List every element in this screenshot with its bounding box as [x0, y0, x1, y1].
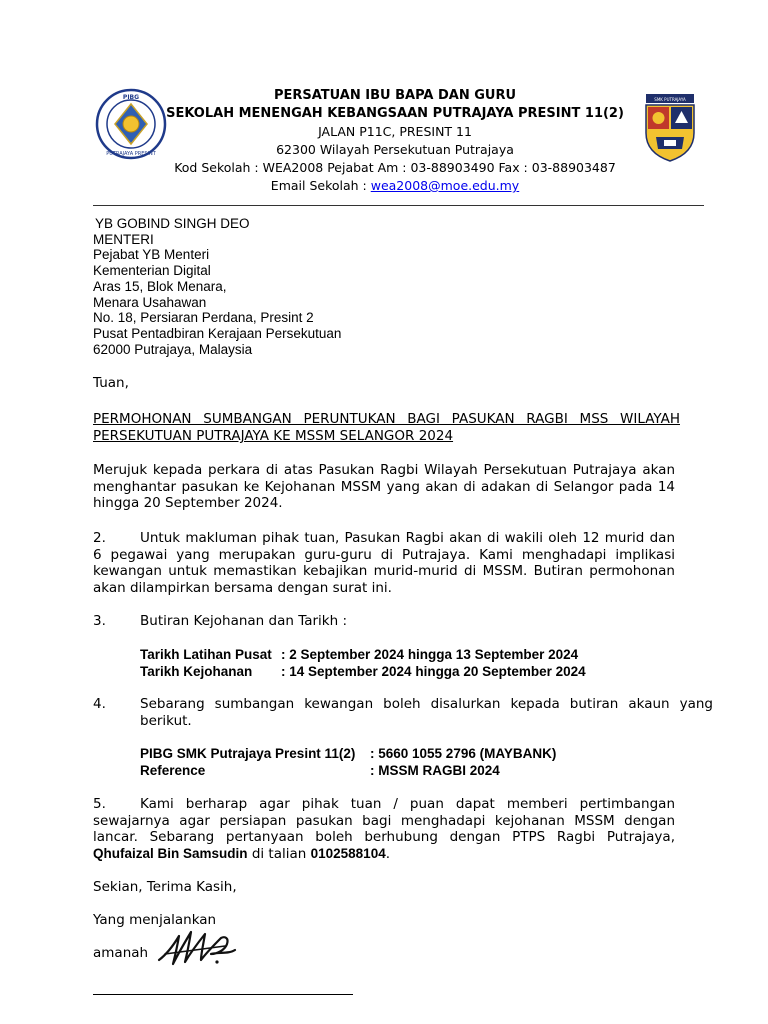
letter-subject: PERMOHONAN SUMBANGAN PERUNTUKAN BAGI PASUKAN RAGBI MSS WILAYAH PERSEKUTUAN PUTRAJAYA KE MSSM SELANGOR 2024 [93, 411, 680, 444]
contact-phone: 0102588104 [310, 845, 386, 861]
contact-name: Qhufaizal Bin Samsudin [93, 845, 248, 861]
paragraph-4 [93, 696, 713, 729]
event-date-value: : 2 September 2024 hingga 13 September 2024 [281, 647, 579, 662]
recipient-line: Pusat Pentadbiran Kerajaan Persekutuan [93, 325, 342, 341]
paragraph-4-text: Sebarang sumbangan kewangan boleh disalurkan kepada butiran akaun yang berikut. [140, 696, 713, 729]
paragraph-1: Merujuk kepada perkara di atas Pasukan Ragbi Wilayah Persekutuan Putrajaya akan menghantar pasukan ke Kejohanan MSSM yang akan di adakan di Selangor pada 14 hingga 20 September 2024. [93, 462, 675, 511]
bank-account-row [140, 745, 556, 762]
recipient-line: 62000 Putrajaya, Malaysia [93, 341, 253, 357]
bank-account-row [140, 762, 556, 779]
recipient-block [93, 216, 341, 357]
paragraph-2 [93, 530, 675, 596]
sign-off-line-2: amanah [93, 945, 149, 961]
recipient-title: MENTERI [93, 231, 154, 247]
bank-account-label: Reference [140, 763, 206, 778]
recipient-line: Kementerian Digital [93, 263, 211, 279]
recipient-line: Pejabat YB Menteri [93, 247, 210, 263]
school-name: SEKOLAH MENENGAH KEBANGSAAN PUTRAJAYA PRESINT 11(2) [166, 106, 624, 121]
svg-text:SMK PUTRAJAYA: SMK PUTRAJAYA [654, 97, 686, 102]
paragraph-number: 3. [93, 613, 106, 629]
bank-account-value: : MSSM RAGBI 2024 [370, 763, 500, 778]
signature [155, 924, 245, 970]
event-dates-block [140, 646, 586, 680]
paragraph-5 [93, 796, 675, 862]
event-date-row [140, 646, 586, 663]
paragraph-3 [93, 613, 347, 630]
closing: Sekian, Terima Kasih, [93, 879, 237, 895]
salutation: Tuan, [93, 375, 129, 391]
event-date-label: Tarikh Kejohanan [140, 664, 253, 679]
event-date-label: Tarikh Latihan Pusat [140, 647, 272, 662]
recipient-line: Aras 15, Blok Menara, [93, 278, 227, 294]
email-label: Email Sekolah : [270, 178, 371, 193]
school-crest-logo [642, 93, 698, 163]
svg-text:PIBG: PIBG [122, 94, 140, 101]
org-name: PERSATUAN IBU BAPA DAN GURU [273, 88, 517, 103]
pibg-logo [95, 88, 167, 160]
recipient-line: Menara Usahawan [93, 294, 207, 310]
paragraph-number: 4. [93, 696, 106, 712]
signature-line [93, 994, 353, 995]
paragraph-5-text: . [385, 845, 391, 862]
school-email-line [160, 178, 630, 193]
school-contact-line: Kod Sekolah : WEA2008 Pejabat Am : 03-88903490 Fax : 03-88903487 [174, 160, 616, 175]
sign-off-line-1: Yang menjalankan [93, 912, 217, 928]
school-street: JALAN P11C, PRESINT 11 [318, 124, 472, 139]
svg-text:PUTRAJAYA PRESINT: PUTRAJAYA PRESINT [106, 151, 156, 157]
paragraph-5-text: Kami berharap agar pihak tuan / puan dapat memberi pertimbangan sewajarnya agar persiapan pasukan bagi menghadapi kejohanan MSSM dengan lancar. Sebarang pertanyaan boleh berhubung dengan PTPS Ragbi Putrajaya, [93, 796, 675, 845]
bank-account-label: PIBG SMK Putrajaya Presint 11(2) [140, 746, 356, 761]
school-city: 62300 Wilayah Persekutuan Putrajaya [276, 142, 514, 157]
recipient-line: No. 18, Persiaran Perdana, Presint 2 [93, 310, 314, 326]
school-email-link[interactable]: wea2008@moe.edu.my [370, 178, 520, 193]
paragraph-number: 5. [93, 796, 106, 812]
paragraph-3-text: Butiran Kejohanan dan Tarikh : [140, 613, 348, 629]
event-date-value: : 14 September 2024 hingga 20 September 2024 [281, 664, 586, 679]
bank-account-block [140, 745, 556, 779]
recipient-name: YB GOBIND SINGH DEO [95, 216, 250, 231]
event-date-row [140, 663, 586, 680]
bank-account-value: : 5660 1055 2796 (MAYBANK) [370, 746, 557, 761]
paragraph-number: 2. [93, 530, 106, 546]
paragraph-2-text: Untuk makluman pihak tuan, Pasukan Ragbi akan di wakili oleh 12 murid dan 6 pegawai yang merupakan guru-guru di Putrajaya. Kami menghadapi implikasi kewangan untuk memastikan kebajikan murid-murid di MSSM. Butiran permohonan akan dilampirkan bersama dengan surat ini. [93, 530, 675, 596]
header-divider [93, 205, 704, 206]
paragraph-5-text: di talian [247, 845, 311, 862]
